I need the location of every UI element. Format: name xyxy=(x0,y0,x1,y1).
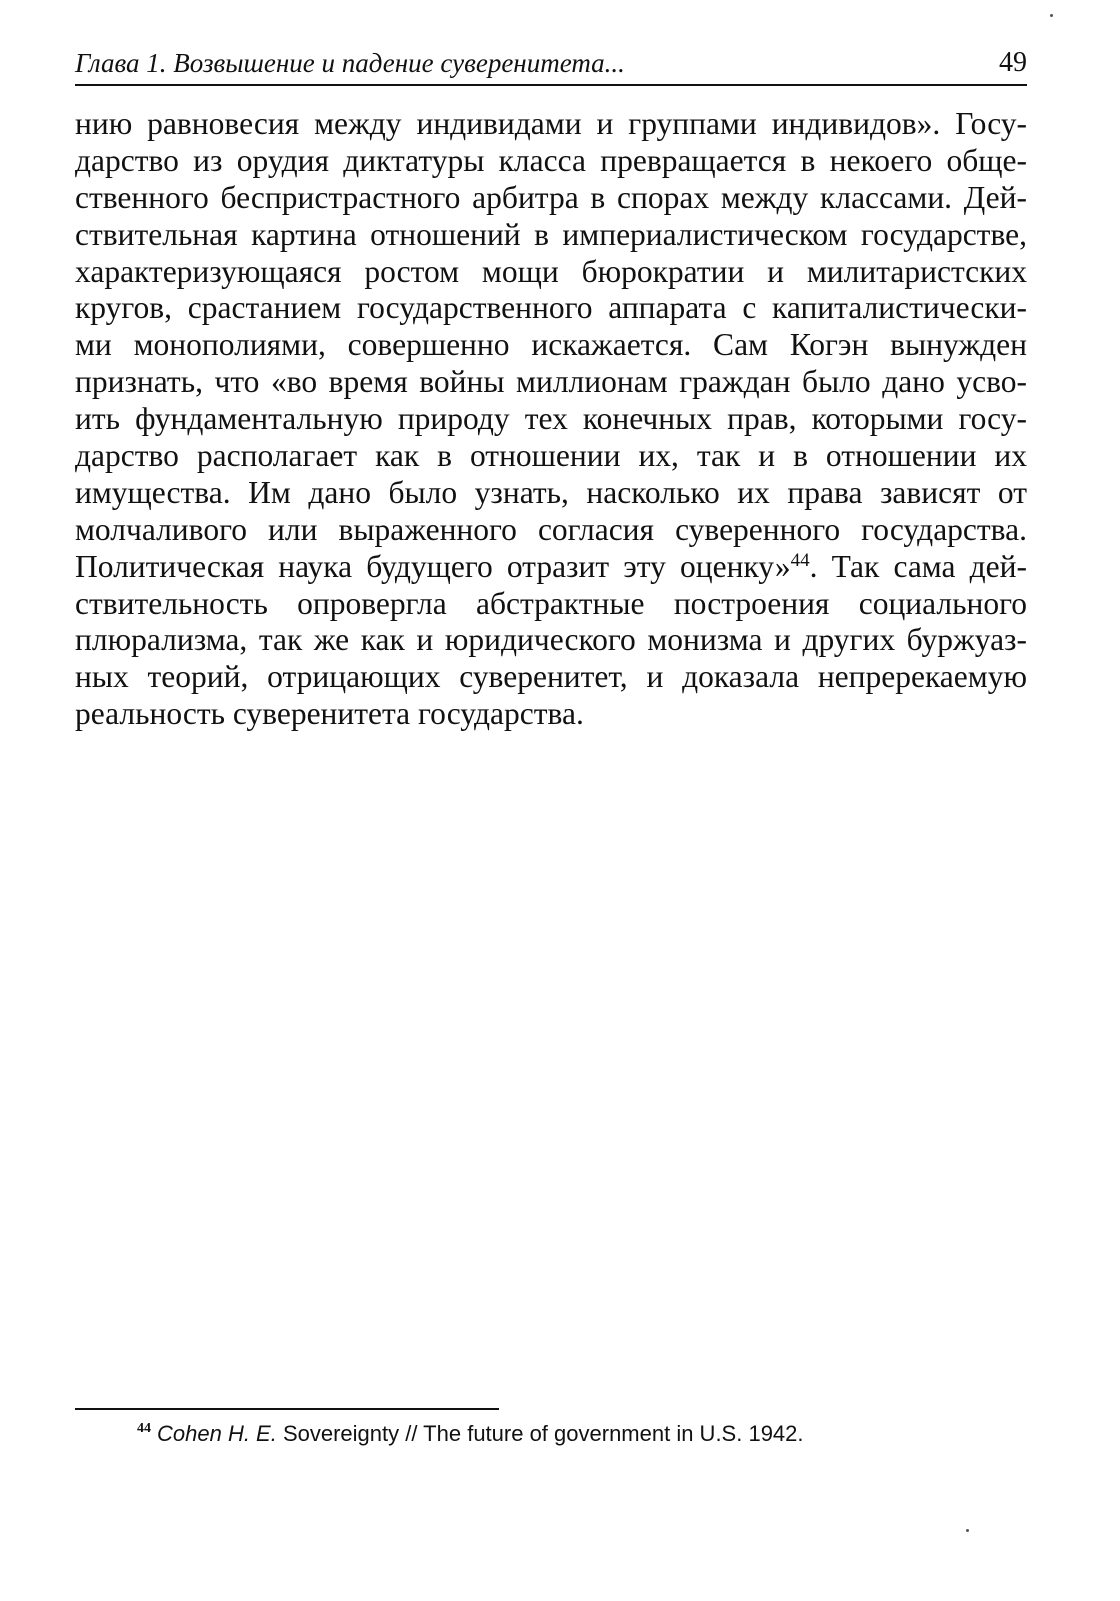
text-line: молчаливого или выраженного согласия суверенного государства. xyxy=(75,511,1027,547)
text-line: плюрализма, так же как и юридического монизма и других буржуаз- xyxy=(75,622,1027,658)
text-segment: Политическая наука будущего отразит эту оценку» xyxy=(75,548,791,584)
text-line: признать, что «во время войны миллионам граждан было дано усво- xyxy=(75,364,1027,400)
footnote xyxy=(137,1419,804,1449)
text-line: нию равновесия между индивидами и группами индивидов». Госу- xyxy=(75,106,1027,141)
running-title: Глава 1. Возвышение и падение суверенитета... xyxy=(75,48,625,78)
footnote-reference: 44 xyxy=(790,549,810,571)
text-line: ить фундаментальную природу тех конечных прав, которыми госу- xyxy=(75,401,1027,437)
text-line: характеризующаяся ростом мощи бюрократии и милитаристских xyxy=(75,253,1027,289)
text-line-last: реальность суверенитета государства. xyxy=(75,696,584,732)
text-line: ми монополиями, совершенно искажается. Сам Когэн вынужден xyxy=(75,327,1027,363)
scan-speck xyxy=(966,1529,969,1532)
footnote-text: Sovereignty // The future of government in U.S. 1942. xyxy=(276,1421,804,1446)
body-paragraph xyxy=(75,106,1027,733)
text-line: кругов, срастанием государственного аппарата с капиталистически- xyxy=(75,290,1027,326)
text-line: ствительность опровергла абстрактные построения социального xyxy=(75,585,1027,621)
text-line: ственного беспристрастного арбитра в спорах между классами. Дей- xyxy=(75,179,1027,215)
text-line: ных теорий, отрицающих суверенитет, и доказала непререкаемую xyxy=(75,659,1027,695)
page-number: 49 xyxy=(999,47,1027,78)
running-header xyxy=(75,44,1027,86)
text-segment: . Так сама дей- xyxy=(809,548,1027,584)
scan-speck xyxy=(1050,14,1053,17)
text-line-with-footnote-ref xyxy=(75,549,1027,586)
footnote-marker: 44 xyxy=(137,1421,151,1436)
text-line: дарство из орудия диктатуры класса превращается в некоего обще- xyxy=(75,142,1027,178)
text-line: имущества. Им дано было узнать, насколько их права зависят от xyxy=(75,474,1027,510)
footnote-separator xyxy=(75,1408,499,1410)
footnote-author: Cohen H. E. xyxy=(157,1421,277,1446)
text-line: дарство располагает как в отношении их, так и в отношении их xyxy=(75,438,1027,474)
text-line: ствительная картина отношений в империалистическом государстве, xyxy=(75,216,1027,252)
